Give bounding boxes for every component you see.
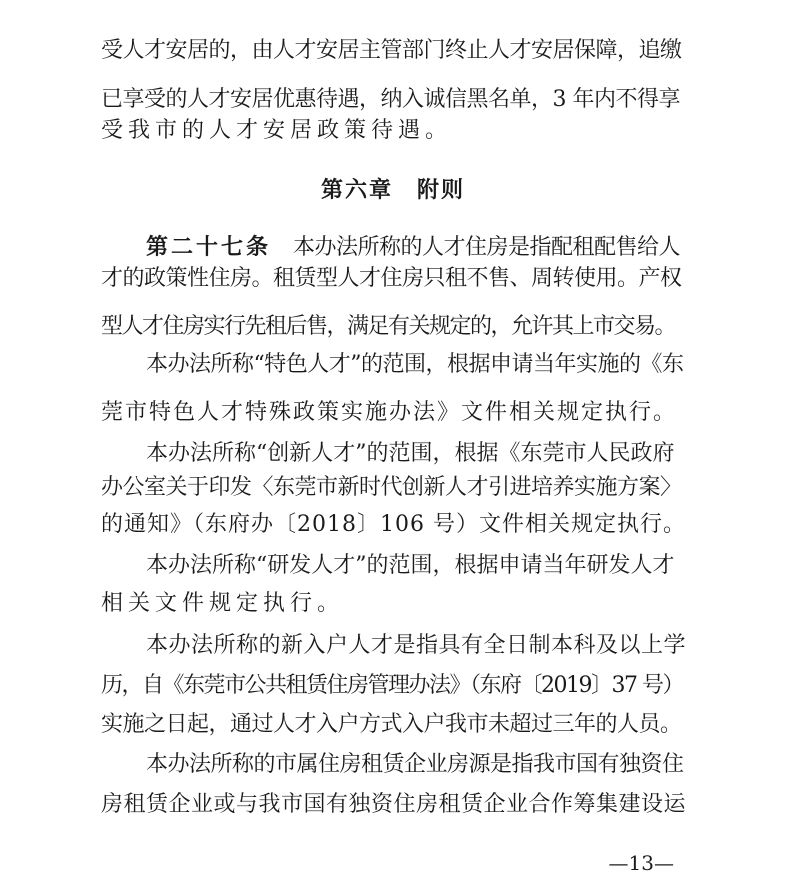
text-line [101,400,686,426]
article-27-line-1 [146,235,686,261]
text-span: 莞市特色人才特殊政策实施办法》文件相关规定执行。 [101,400,678,425]
text-span: 受人才安居的，由人才安居主管部门终止人才安居保障，追缴 [101,38,682,63]
page-number: —13— [608,851,674,875]
chapter-heading [0,178,786,204]
article-label: 第二十七条 [146,235,272,260]
text-line [101,512,686,538]
text-span: 本办法所称的人才住房是指配租配售给人 [293,235,681,260]
text-span: 相关文件规定执行。 [101,591,345,616]
text-line [101,38,686,64]
text-span: 办公室关于印发〈东莞市新时代创新人才引进培养实施方案〉 [101,475,682,500]
text-line [146,633,686,659]
text-line [146,441,686,467]
text-line [101,118,686,144]
text-span: 房租赁企业或与我市国有独资住房租赁企业合作筹集建设运 [101,792,687,817]
text-line [146,752,686,778]
text-line [146,352,686,378]
text-span: 本办法所称“研发人才”的范围，根据申请当年研发人才 [146,553,675,578]
text-line [101,792,686,818]
text-span: 本办法所称的市属住房租赁企业房源是指我市国有独资住 [146,752,684,777]
text-span: 历，自《东莞市公共租赁住房管理办法》（东府〔2019〕37 号） [101,673,683,698]
text-span: 的通知》（东府办〔2018〕106 号）文件相关规定执行。 [101,512,686,537]
text-line [101,475,686,501]
text-span: 本办法所称“创新人才”的范围，根据《东莞市人民政府 [146,441,675,466]
text-line [146,553,686,579]
chapter-title: 第六章 附则 [320,178,465,203]
text-line [101,87,686,113]
text-span: 本办法所称“特色人才”的范围，根据申请当年实施的《东 [146,352,684,377]
text-span: 才的政策性住房。租赁型人才住房只租不售、周转使用。产权 [101,266,682,291]
text-line [101,314,686,340]
text-span: 已享受的人才安居优惠待遇，纳入诚信黑名单，3 年内不得享 [101,87,680,112]
text-span: 受我市的人才安居政策待遇。 [101,118,453,143]
text-line [101,712,686,738]
text-line [101,673,686,699]
text-line [101,591,686,617]
text-span: 本办法所称的新入户人才是指具有全日制本科及以上学 [146,633,687,658]
text-span: 型人才住房实行先租后售，满足有关规定的，允许其上市交易。 [101,314,676,339]
text-span: 实施之日起，通过人才入户方式入户我市未超过三年的人员。 [101,712,682,737]
text-line [101,266,686,292]
